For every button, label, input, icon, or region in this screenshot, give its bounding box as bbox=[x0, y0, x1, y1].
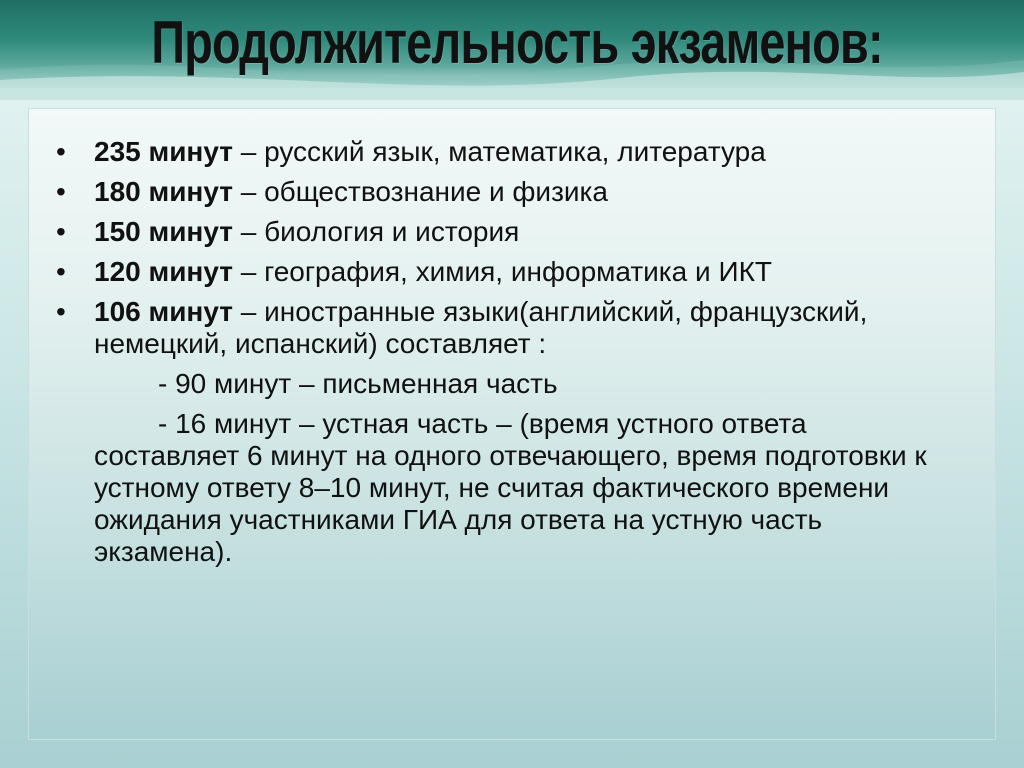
list-item bbox=[56, 296, 956, 360]
bullet-icon: • bbox=[56, 136, 66, 167]
slide-title: Продолжительность экзаменов: bbox=[151, 9, 883, 76]
duration-label: 150 минут bbox=[94, 216, 233, 247]
detail-line bbox=[94, 408, 956, 568]
content-body bbox=[56, 136, 956, 576]
list-item bbox=[56, 216, 956, 248]
list-item bbox=[56, 136, 956, 168]
bullet-icon: • bbox=[56, 216, 66, 247]
subjects-text: – география, химия, информатика и ИКТ bbox=[232, 256, 772, 287]
bullet-icon: • bbox=[56, 256, 66, 287]
subjects-text: – иностранные языки(английский, французский, немецкий, испанский) составляет : bbox=[94, 296, 868, 359]
duration-label: 235 минут bbox=[94, 136, 233, 167]
oral-part-text: - 16 минут – устная часть – (время устного ответа составляет 6 минут на одного отвечающего, время подготовки к устному ответу 8–10 минут, не считая фактического времени ожидания участниками ГИА для ответа на устную часть экзамена). bbox=[94, 408, 927, 567]
subjects-text: – биология и история bbox=[232, 216, 520, 247]
duration-label: 180 минут bbox=[94, 176, 233, 207]
list-item bbox=[56, 176, 956, 208]
bullet-icon: • bbox=[56, 296, 66, 327]
detail-block bbox=[56, 368, 956, 568]
detail-line bbox=[94, 368, 956, 400]
list-item bbox=[56, 256, 956, 288]
duration-label: 120 минут bbox=[94, 256, 233, 287]
bullet-icon: • bbox=[56, 176, 66, 207]
subjects-text: – обществознание и физика bbox=[232, 176, 608, 207]
written-part-text: - 90 минут – письменная часть bbox=[158, 368, 558, 399]
duration-label: 106 минут bbox=[94, 296, 233, 327]
subjects-text: – русский язык, математика, литература bbox=[232, 136, 766, 167]
